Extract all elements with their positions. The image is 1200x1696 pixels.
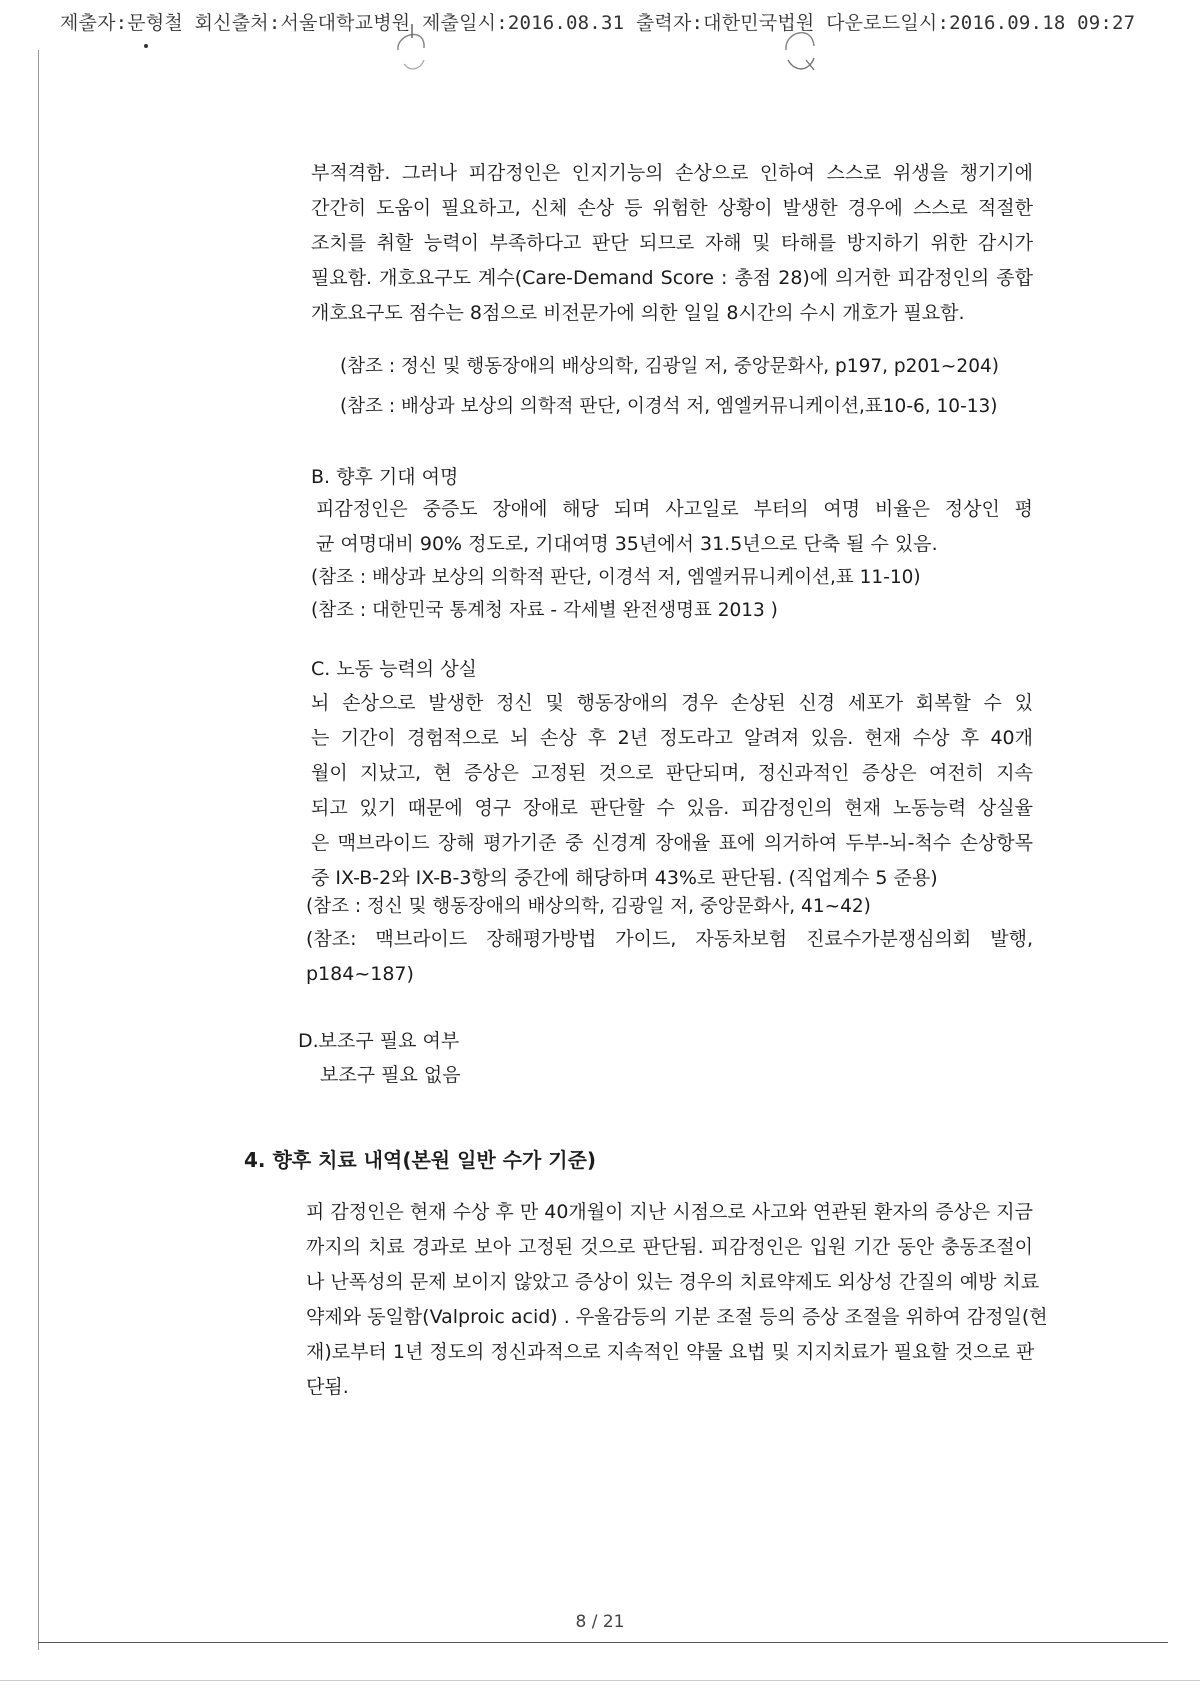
- text-line: 조치를 취할 능력이 부족하다고 판단 되므로 자해 및 타해를 방지하기 위한 감시가: [311, 232, 1033, 254]
- section-4-paragraph: [306, 1195, 1048, 1405]
- punch-hole-icon: [780, 20, 820, 76]
- speck: [144, 44, 148, 48]
- text-line: 부적격함. 그러나 피감정인은 인지기능의 손상으로 인하여 스스로 위생을 챙기기에: [311, 162, 1033, 184]
- text-line: 나 난폭성의 문제 보이지 않았고 증상이 있는 경우의 치료약제도 외상성 간질의 예방 치료: [306, 1271, 1040, 1293]
- text-line: (참조: 맥브라이드 장해평가방법 가이드, 자동차보험 진료수가분쟁심의회 발행,: [306, 928, 1033, 950]
- text-line: 개호요구도 점수는 8점으로 비전문가에 의한 일일 8시간의 수시 개호가 필요함.: [311, 302, 965, 324]
- section-c-title: C. 노동 능력의 상실: [311, 658, 477, 680]
- reference: (참조 : 정신 및 행동장애의 배상의학, 김광일 저, 중앙문화사, 41~42): [306, 896, 871, 917]
- text-line: 필요함. 개호요구도 계수(Care-Demand Score : 총점 28)에 의거한 피감정인의 종합: [311, 267, 1033, 289]
- text-line: 균 여명대비 90% 정도로, 기대여명 35년에서 31.5년으로 단축 될 수 있음.: [316, 533, 938, 555]
- section-4-heading: 4. 향후 치료 내역(본원 일반 수가 기준): [244, 1148, 597, 1172]
- text-line: 는 기간이 경험적으로 뇌 손상 후 2년 정도라고 알려져 있음. 현재 수상 후 40개: [311, 727, 1033, 749]
- text-line: 월이 지났고, 현 증상은 고정된 것으로 판단되며, 정신과적인 증상은 여전히 지속: [311, 762, 1033, 784]
- text-line: 단됨.: [306, 1376, 349, 1398]
- text-line: 피감정인은 중증도 장애에 해당 되며 사고일로 부터의 여명 비율은 정상인 평: [316, 498, 1033, 520]
- text-line: 까지의 치료 경과로 보아 고정된 것으로 판단됨. 피감정인은 입원 기간 동안 충동조절이: [306, 1236, 1033, 1258]
- text-line: 은 맥브라이드 장해 평가기준 중 신경계 장애율 표에 의거하여 두부-뇌-척수 손상항목: [311, 832, 1033, 854]
- page-number: 8 / 21: [575, 1612, 625, 1632]
- section-b-paragraph: [316, 492, 1033, 562]
- reference-multiline: [306, 922, 1033, 992]
- reference: (참조 : 대한민국 통계청 자료 - 각세별 완전생명표 2013 ): [311, 600, 778, 621]
- text-line: 피 감정인은 현재 수상 후 만 40개월이 지난 시점으로 사고와 연관된 환자의 증상은 지금: [306, 1201, 1033, 1223]
- text-line: 뇌 손상으로 발생한 정신 및 행동장애의 경우 손상된 신경 세포가 회복할 수 있: [311, 692, 1033, 714]
- scan-bottom-edge: [38, 1642, 1168, 1643]
- scan-left-edge: [38, 50, 39, 1650]
- text-line: 간간히 도움이 필요하고, 신체 손상 등 위험한 상황이 발생한 경우에 스스로 적절한: [311, 197, 1033, 219]
- punch-hole-icon: [392, 20, 432, 76]
- scan-bottom-edge-2: [0, 1680, 1200, 1681]
- section-d-body: 보조구 필요 없음: [320, 1064, 461, 1086]
- reference: (참조 : 정신 및 행동장애의 배상의학, 김광일 저, 중앙문화사, p197, p201~204): [340, 356, 999, 377]
- text-line: 되고 있기 때문에 영구 장애로 판단할 수 있음. 피감정인의 현재 노동능력 상실율: [311, 797, 1033, 819]
- reference: (참조 : 배상과 보상의 의학적 판단, 이경석 저, 엠엘커뮤니케이션,표10-6, 10-13): [340, 396, 998, 417]
- section-d-title: D.보조구 필요 여부: [298, 1030, 460, 1052]
- section-a-paragraph: [311, 156, 1033, 331]
- text-line: 약제와 동일함(Valproic acid) . 우울감등의 기분 조절 등의 증상 조절을 위하여 감정일(현: [306, 1306, 1048, 1328]
- fax-header: 제출자:문형철 회신출처:서울대학교병원 제출일시:2016.08.31 출력자:대한민국법원 다운로드일시:2016.09.18 09:27: [60, 12, 1136, 34]
- text-line: p184~187): [306, 963, 414, 985]
- reference: (참조 : 배상과 보상의 의학적 판단, 이경석 저, 엠엘커뮤니케이션,표 11-10): [311, 567, 921, 588]
- text-line: 중 IX-B-2와 IX-B-3항의 중간에 해당하며 43%로 판단됨. (직업계수 5 준용): [311, 867, 938, 889]
- text-line: 재)로부터 1년 정도의 정신과적으로 지속적인 약물 요법 및 지지치료가 필요할 것으로 판: [306, 1341, 1035, 1363]
- section-c-paragraph: [311, 686, 1033, 896]
- section-b-title: B. 향후 기대 여명: [311, 466, 459, 488]
